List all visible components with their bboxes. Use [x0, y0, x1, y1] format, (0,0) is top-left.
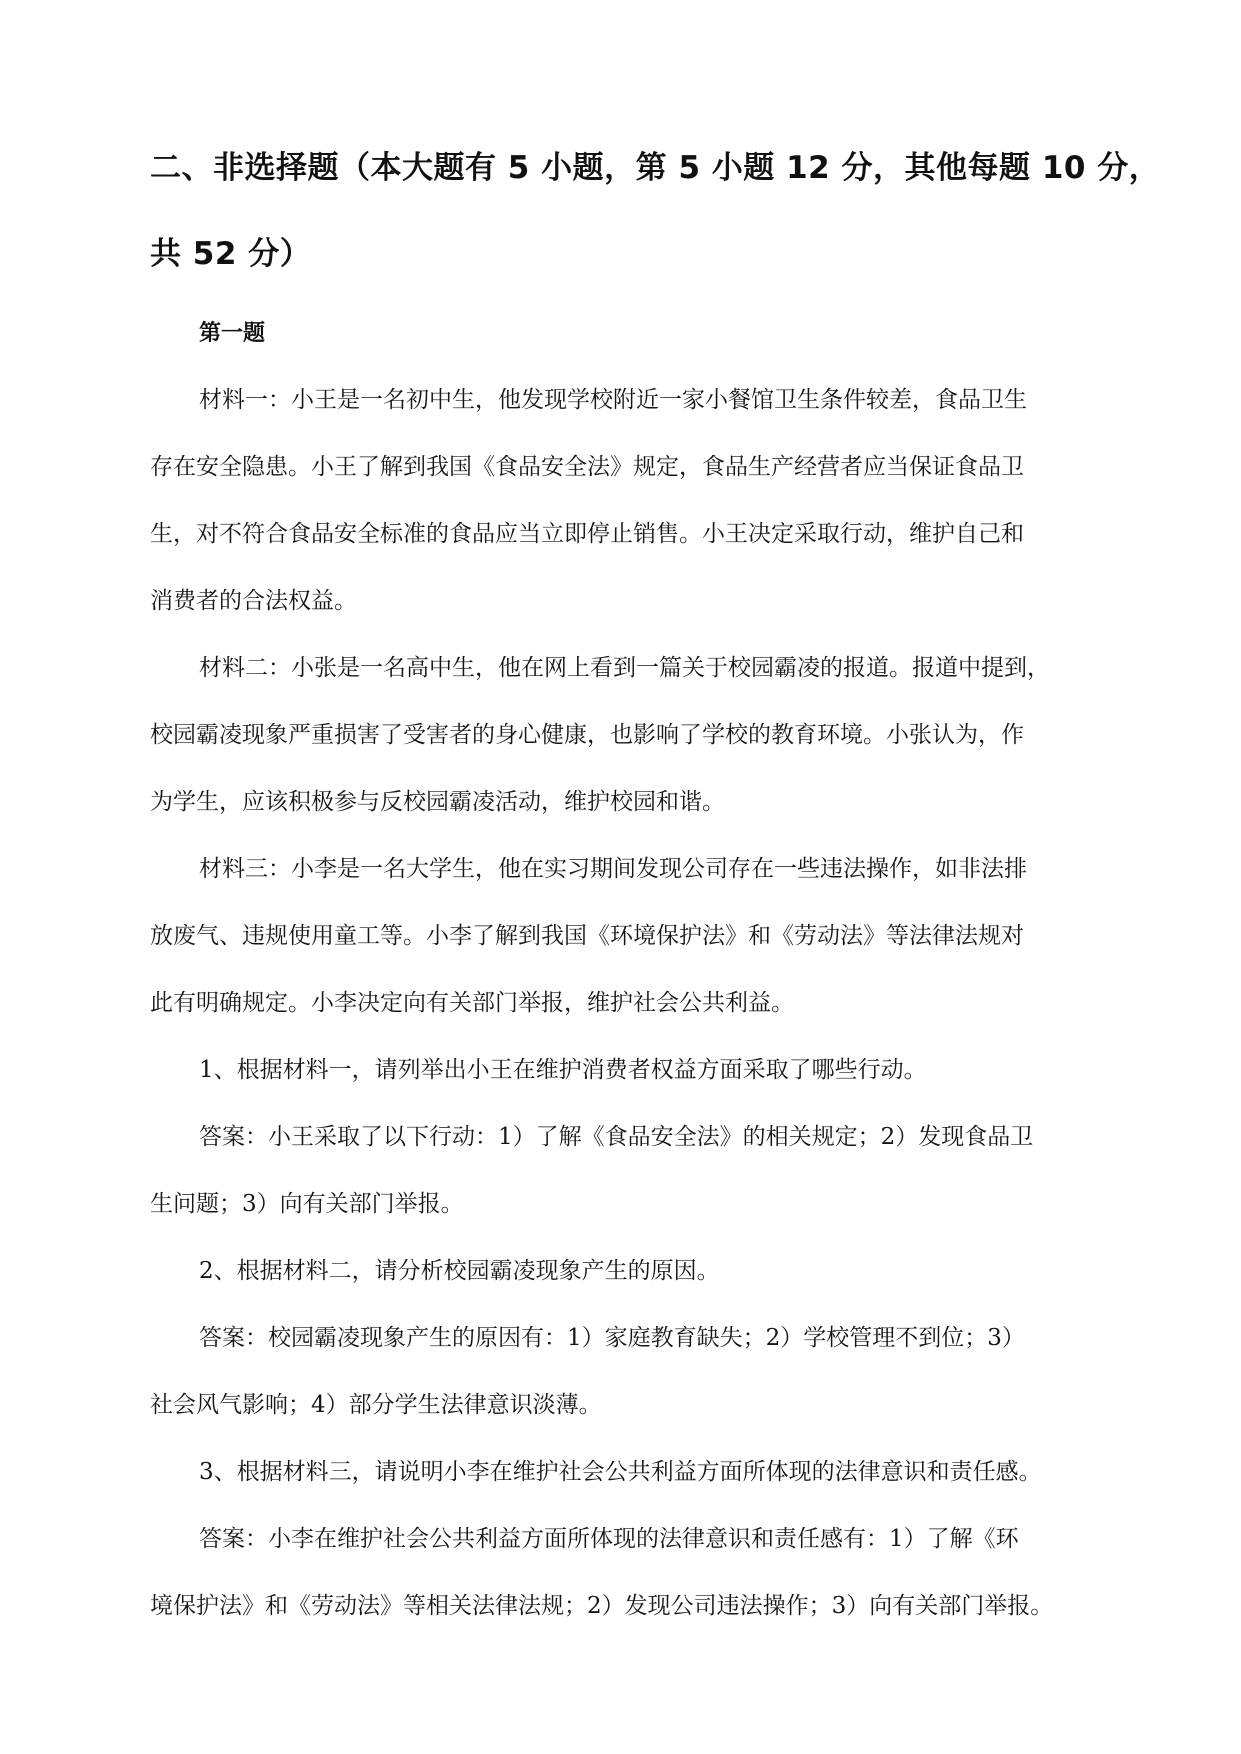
material-3-line: 放废气、违规使用童工等。小李了解到我国《环境保护法》和《劳动法》等法律法规对 [150, 923, 1024, 949]
question-2-text: 2、根据材料二，请分析校园霸凌现象产生的原因。 [199, 1258, 720, 1284]
section-title-line-2: 共 52 分） [150, 236, 312, 272]
material-1-line: 消费者的合法权益。 [150, 588, 357, 614]
question-3-text: 3、根据材料三，请说明小李在维护社会公共利益方面所体现的法律意识和责任感。 [199, 1459, 1042, 1485]
material-3-line: 材料三：小李是一名大学生，他在实习期间发现公司存在一些违法操作，如非法排 [199, 856, 1027, 882]
material-2-line: 校园霸凌现象严重损害了受害者的身心健康，也影响了学校的教育环境。小张认为，作 [150, 722, 1024, 748]
answer-3-line: 境保护法》和《劳动法》等相关法律法规；2）发现公司违法操作；3）向有关部门举报。 [150, 1593, 1054, 1619]
material-1-line: 存在安全隐患。小王了解到我国《食品安全法》规定，食品生产经营者应当保证食品卫 [150, 454, 1024, 480]
answer-1-line: 答案：小王采取了以下行动：1）了解《食品安全法》的相关规定；2）发现食品卫 [199, 1124, 1034, 1150]
material-2-line: 为学生，应该积极参与反校园霸凌活动，维护校园和谐。 [150, 789, 725, 815]
answer-2-line: 社会风气影响；4）部分学生法律意识淡薄。 [150, 1392, 602, 1418]
question-1-text: 1、根据材料一，请列举出小王在维护消费者权益方面采取了哪些行动。 [199, 1057, 927, 1083]
material-1-line: 生，对不符合食品安全标准的食品应当立即停止销售。小王决定采取行动，维护自己和 [150, 521, 1024, 547]
material-2-line: 材料二：小张是一名高中生，他在网上看到一篇关于校园霸凌的报道。报道中提到， [199, 655, 1050, 681]
material-3-line: 此有明确规定。小李决定向有关部门举报，维护社会公共利益。 [150, 990, 794, 1016]
question-heading: 第一题 [199, 321, 266, 346]
answer-3-line: 答案：小李在维护社会公共利益方面所体现的法律意识和责任感有：1）了解《环 [199, 1526, 1019, 1552]
material-1-line: 材料一：小王是一名初中生，他发现学校附近一家小餐馆卫生条件较差，食品卫生 [199, 387, 1027, 413]
section-title-line-1: 二、非选择题（本大题有 5 小题，第 5 小题 12 分，其他每题 10 分， [150, 150, 1161, 186]
answer-2-line: 答案：校园霸凌现象产生的原因有：1）家庭教育缺失；2）学校管理不到位；3） [199, 1325, 1025, 1351]
answer-1-line: 生问题；3）向有关部门举报。 [150, 1191, 464, 1217]
